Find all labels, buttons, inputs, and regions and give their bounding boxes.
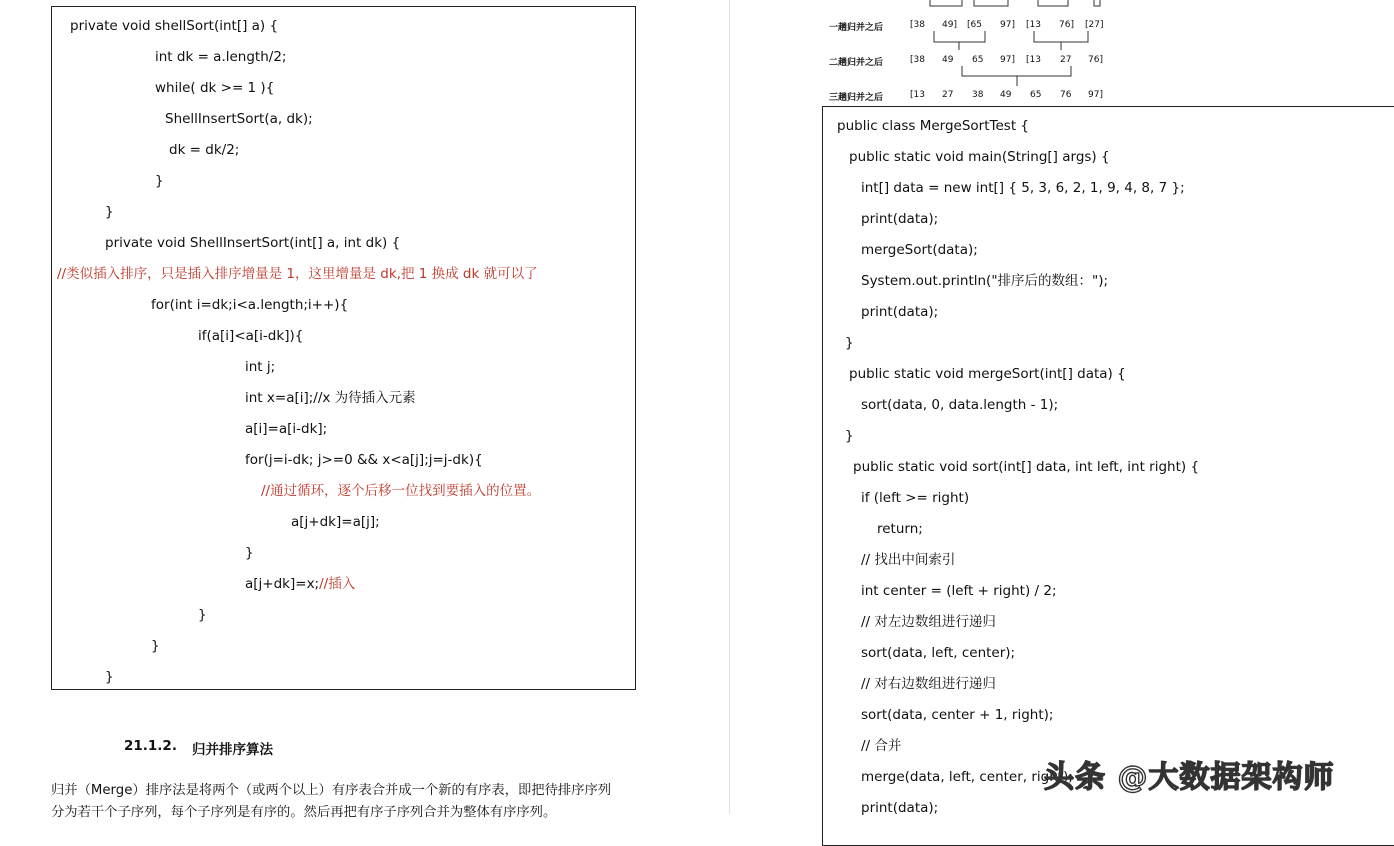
- code-line: int[] data = new int[] { 5, 3, 6, 2, 1, 9, 4, 8, 7 };: [861, 180, 1185, 196]
- merge-sort-code-box: [822, 106, 1394, 846]
- code-comment: // 对右边数组进行递归: [861, 676, 996, 692]
- code-comment: //通过循环，逐个后移一位找到要插入的位置。: [261, 483, 541, 499]
- diagram-value: [27]: [1085, 20, 1104, 30]
- code-line: }: [105, 204, 114, 220]
- code-line: a[j+dk]=x;//插入: [245, 576, 356, 592]
- section-number: 21.1.2.: [124, 738, 177, 754]
- code-line: ShellInsertSort(a, dk);: [165, 111, 313, 127]
- code-line: sort(data, 0, data.length - 1);: [861, 397, 1059, 413]
- code-line: private void ShellInsertSort(int[] a, int dk) {: [105, 235, 401, 251]
- code-line: sort(data, center + 1, right);: [861, 707, 1054, 723]
- code-line: }: [105, 669, 114, 685]
- diagram-value: 27: [942, 90, 954, 100]
- diagram-value: 38: [972, 90, 984, 100]
- diagram-row-label: 三趟归并之后: [829, 93, 884, 103]
- code-line: int j;: [245, 359, 276, 375]
- code-line: for(int i=dk;i<a.length;i++){: [151, 297, 349, 313]
- diagram-row-label: 二趟归并之后: [829, 58, 884, 68]
- code-line: }: [151, 638, 160, 654]
- diagram-value: 49]: [942, 20, 957, 30]
- code-line: }: [845, 428, 854, 444]
- diagram-value: 27: [1060, 55, 1072, 65]
- diagram-row-label: 一趟归并之后: [829, 23, 884, 33]
- diagram-value: [13: [910, 90, 925, 100]
- code-line: public static void mergeSort(int[] data) {: [849, 366, 1126, 382]
- code-comment: // 找出中间索引: [861, 552, 956, 568]
- code-comment: //插入: [319, 576, 356, 592]
- watermark: 头条 @大数据架构师: [1044, 760, 1335, 795]
- diagram-value: 97]: [1000, 55, 1015, 65]
- diagram-value: 49: [1000, 90, 1012, 100]
- diagram-value: [13: [1026, 55, 1041, 65]
- code-comment: // 对左边数组进行递归: [861, 614, 996, 630]
- diagram-value: [38: [910, 55, 925, 65]
- diagram-value: 76: [1060, 90, 1072, 100]
- code-line: int center = (left + right) / 2;: [861, 583, 1057, 599]
- code-comment: //类似插入排序，只是插入排序增量是 1，这里增量是 dk,把 1 换成 dk 就可以了: [57, 266, 538, 282]
- code-line: a[i]=a[i-dk];: [245, 421, 328, 437]
- paragraph-line: 分为若干个子序列，每个子序列是有序的。然后再把有序子序列合并为整体有序序列。: [51, 805, 557, 820]
- code-line: while( dk >= 1 ){: [155, 80, 275, 96]
- diagram-connectors: [822, 0, 1392, 104]
- code-line: if(a[i]<a[i-dk]){: [198, 328, 304, 344]
- code-line: print(data);: [861, 211, 939, 227]
- code-line: merge(data, left, center, right);: [861, 769, 1073, 785]
- code-line: System.out.println("排序后的数组：");: [861, 273, 1109, 289]
- diagram-value: [65: [967, 20, 982, 30]
- merge-sort-diagram: [822, 0, 1392, 104]
- code-line: sort(data, left, center);: [861, 645, 1016, 661]
- paragraph-line: 归并（Merge）排序法是将两个（或两个以上）有序表合并成一个新的有序表，即把待排序序列: [51, 783, 612, 798]
- code-line: print(data);: [861, 304, 939, 320]
- code-line: mergeSort(data);: [861, 242, 978, 258]
- code-line: int dk = a.length/2;: [155, 49, 287, 65]
- section-title: 归并排序算法: [192, 742, 273, 758]
- diagram-value: [38: [910, 20, 925, 30]
- diagram-value: 49: [942, 55, 954, 65]
- page-divider: [729, 0, 730, 814]
- code-line: }: [155, 173, 164, 189]
- code-line: public static void main(String[] args) {: [849, 149, 1110, 165]
- code-line: int x=a[i];//x 为待插入元素: [245, 390, 416, 406]
- diagram-value: [13: [1026, 20, 1041, 30]
- code-line: for(j=i-dk; j>=0 && x<a[j];j=j-dk){: [245, 452, 483, 468]
- code-line: return;: [877, 521, 923, 537]
- diagram-value: 65: [972, 55, 984, 65]
- diagram-value: 65: [1030, 90, 1042, 100]
- code-line: }: [198, 607, 207, 623]
- diagram-value: 97]: [1088, 90, 1103, 100]
- code-line: private void shellSort(int[] a) {: [70, 18, 279, 34]
- code-line: print(data);: [861, 800, 939, 816]
- diagram-value: 76]: [1088, 55, 1103, 65]
- shell-sort-code-box: [51, 6, 636, 690]
- code-line: }: [245, 545, 254, 561]
- diagram-value: 76]: [1059, 20, 1074, 30]
- diagram-value: 97]: [1000, 20, 1015, 30]
- code-comment: // 合并: [861, 738, 902, 754]
- code-line: a[j+dk]=a[j];: [291, 514, 380, 530]
- code-line: dk = dk/2;: [169, 142, 240, 158]
- code-line: if (left >= right): [861, 490, 970, 506]
- code-line: }: [845, 335, 854, 351]
- code-line: public class MergeSortTest {: [837, 118, 1029, 134]
- code-line: public static void sort(int[] data, int left, int right) {: [853, 459, 1200, 475]
